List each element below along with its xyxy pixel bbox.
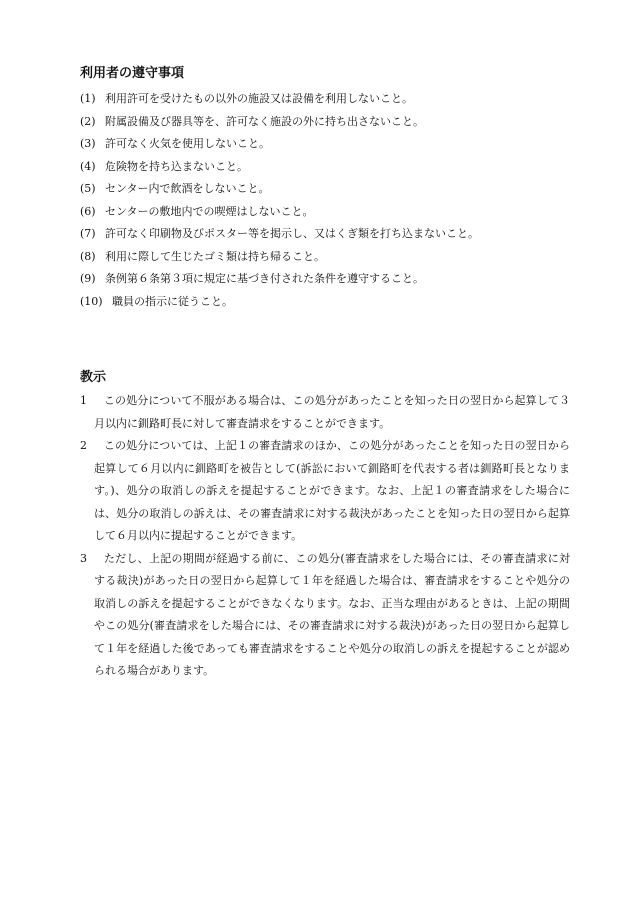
rules-heading: 利用者の遵守事項 xyxy=(80,66,185,81)
rule-text: 附属設備及び器具等を、許可なく施設の外に持ち出さないこと。 xyxy=(105,114,424,128)
rule-item xyxy=(80,114,580,137)
rule-item xyxy=(80,294,580,317)
rule-number: (5) xyxy=(80,182,96,195)
rule-text: 利用に際して生じたゴミ類は持ち帰ること。 xyxy=(105,249,325,263)
notice-number: 1 xyxy=(80,394,87,407)
rule-text: 利用許可を受けたもの以外の施設又は設備を利用しないこと。 xyxy=(105,92,413,105)
notice-number: 3 xyxy=(80,551,87,565)
rule-item xyxy=(80,226,580,249)
rule-item xyxy=(80,249,580,272)
notice-heading: 教示 xyxy=(80,370,107,385)
rules-list xyxy=(80,91,580,316)
rule-number: (9) xyxy=(80,272,96,285)
rule-number: (7) xyxy=(80,227,96,240)
rule-item xyxy=(80,204,580,227)
notice-text: この処分については、上記１の審査請求のほか、この処分があったことを知った日の翌日から起算して６月以内に釧路町を被告として(訴訟において釧路町を代表する者は釧路町長となります。)、処分の取消しの訴えを提起することができます。なお、上記１の審査請求をした場合には、処分の取消しの訴えは、その審査請求に対する裁決があったことを知った日の翌日から起算して６月以内に提起することができます。 xyxy=(94,439,570,542)
rule-item xyxy=(80,159,580,182)
notice-list xyxy=(80,390,570,683)
notice-text: ただし、上記の期間が経過する前に、この処分(審査請求をした場合には、その審査請求に対する裁決)があった日の翌日から起算して１年を経過した場合は、審査請求をすることや処分の取消しの訴えを提起することができなくなります。なお、正当な理由があるときは、上記の期間やこの処分(審査請求をした場合には、その審査請求に対する裁決)があった日の翌日から起算して１年を経過した後であっても審査請求をすることや処分の取消しの訴えを提起することが認められる場合があります。 xyxy=(94,551,570,677)
rule-item xyxy=(80,91,580,114)
rule-text: センターの敷地内での喫煙はしないこと。 xyxy=(105,204,314,218)
rule-number: (8) xyxy=(80,249,96,263)
notice-item xyxy=(80,435,570,548)
rule-number: (6) xyxy=(80,204,96,218)
rule-item xyxy=(80,181,580,204)
rule-number: (3) xyxy=(80,137,96,150)
rule-number: (4) xyxy=(80,159,96,173)
notice-text: この処分について不服がある場合は、この処分があったことを知った日の翌日から起算して３月以内に釧路町長に対して審査請求をすることができます。 xyxy=(94,394,570,430)
rule-item xyxy=(80,271,580,294)
rule-item xyxy=(80,136,580,159)
notice-item xyxy=(80,390,570,435)
rule-text: 許可なく印刷物及びポスター等を掲示し、又はくぎ類を打ち込まないこと。 xyxy=(105,227,479,240)
rule-text: 条例第６条第３項に規定に基づき付された条件を遵守すること。 xyxy=(105,272,424,285)
rule-text: 許可なく火気を使用しないこと。 xyxy=(105,137,270,150)
rule-text: センター内で飲酒をしないこと。 xyxy=(105,182,270,195)
rule-number: (1) xyxy=(80,92,96,105)
rule-number: (10) xyxy=(80,294,103,308)
notice-item xyxy=(80,548,570,683)
notice-number: 2 xyxy=(80,439,87,452)
rule-text: 危険物を持ち込まないこと。 xyxy=(105,159,248,173)
rule-number: (2) xyxy=(80,114,96,128)
rule-text: 職員の指示に従うこと。 xyxy=(112,294,233,308)
